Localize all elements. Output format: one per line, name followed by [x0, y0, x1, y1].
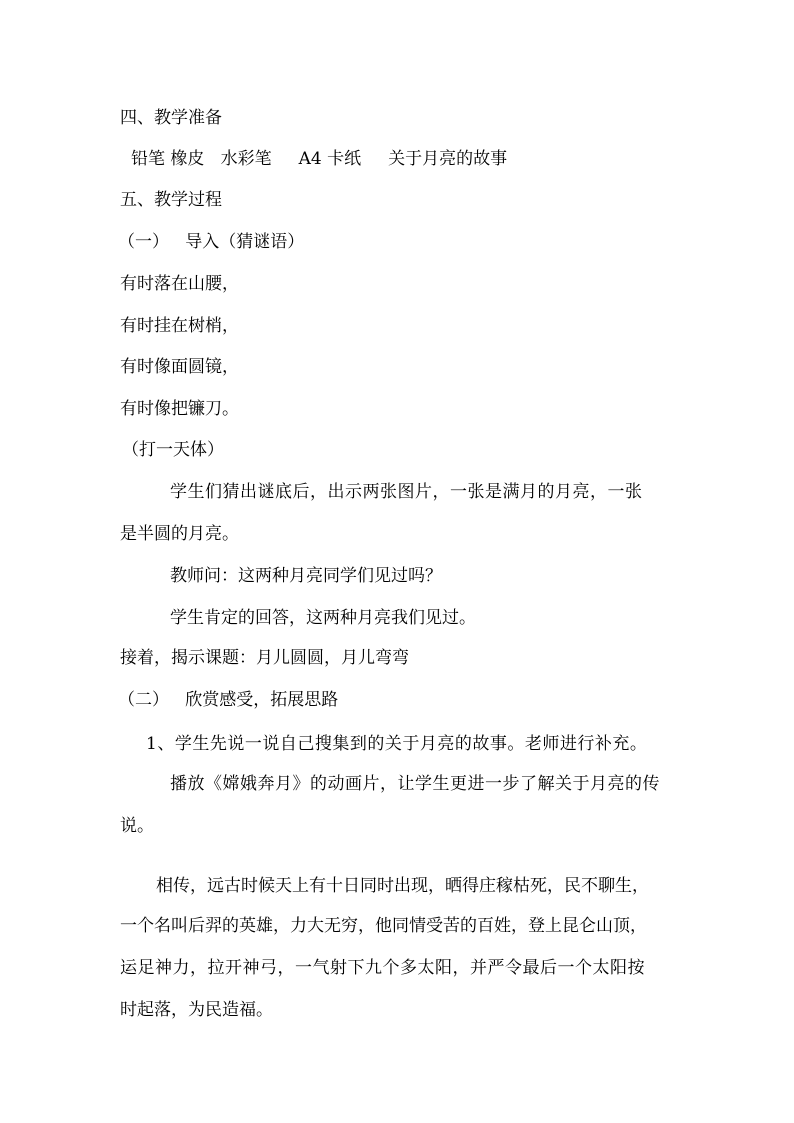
animation-line: 说。 — [120, 816, 154, 836]
teacher-question: 教师问：这两种月亮同学们见过吗？ — [170, 566, 442, 586]
materials-list: 铅笔 橡皮 水彩笔 A4 卡纸 关于月亮的故事 — [131, 149, 508, 169]
legend-line: 一个名叫后羿的英雄，力大无穷，他同情受苦的百姓，登上昆仑山顶， — [120, 916, 647, 936]
reveal-topic: 接着，揭示课题：月儿圆圆，月儿弯弯 — [120, 648, 409, 668]
paragraph-line: 是半圆的月亮。 — [120, 524, 239, 544]
riddle-line: 有时像面圆镜， — [120, 357, 239, 377]
legend-line: 相传，远古时候天上有十日同时出现，晒得庄稼枯死，民不聊生， — [156, 876, 649, 896]
animation-line: 播放《嫦娥奔月》的动画片，让学生更进一步了解关于月亮的传 — [170, 774, 660, 794]
legend-line: 时起落，为民造福。 — [120, 1000, 273, 1020]
paragraph-line: 学生们猜出谜底后，出示两张图片，一张是满月的月亮，一张 — [170, 482, 643, 502]
riddle-line: 有时像把镰刀。 — [120, 399, 239, 419]
riddle-hint: （打一天体） — [122, 440, 224, 460]
section-heading-process: 五、教学过程 — [120, 190, 222, 210]
part-heading-intro: （一） 导入（猜谜语） — [118, 232, 305, 252]
riddle-line: 有时落在山腰， — [120, 274, 239, 294]
student-answer: 学生肯定的回答，这两种月亮我们见过。 — [170, 608, 476, 628]
step-one: 1、学生先说一说自己搜集到的关于月亮的故事。老师进行补充。 — [146, 734, 648, 754]
riddle-line: 有时挂在树梢， — [120, 316, 239, 336]
part-heading-appreciation: （二） 欣赏感受，拓展思路 — [118, 690, 339, 710]
legend-line: 运足神力，拉开神弓，一气射下九个多太阳，并严令最后一个太阳按 — [120, 958, 645, 978]
section-heading-preparation: 四、教学准备 — [120, 108, 222, 128]
